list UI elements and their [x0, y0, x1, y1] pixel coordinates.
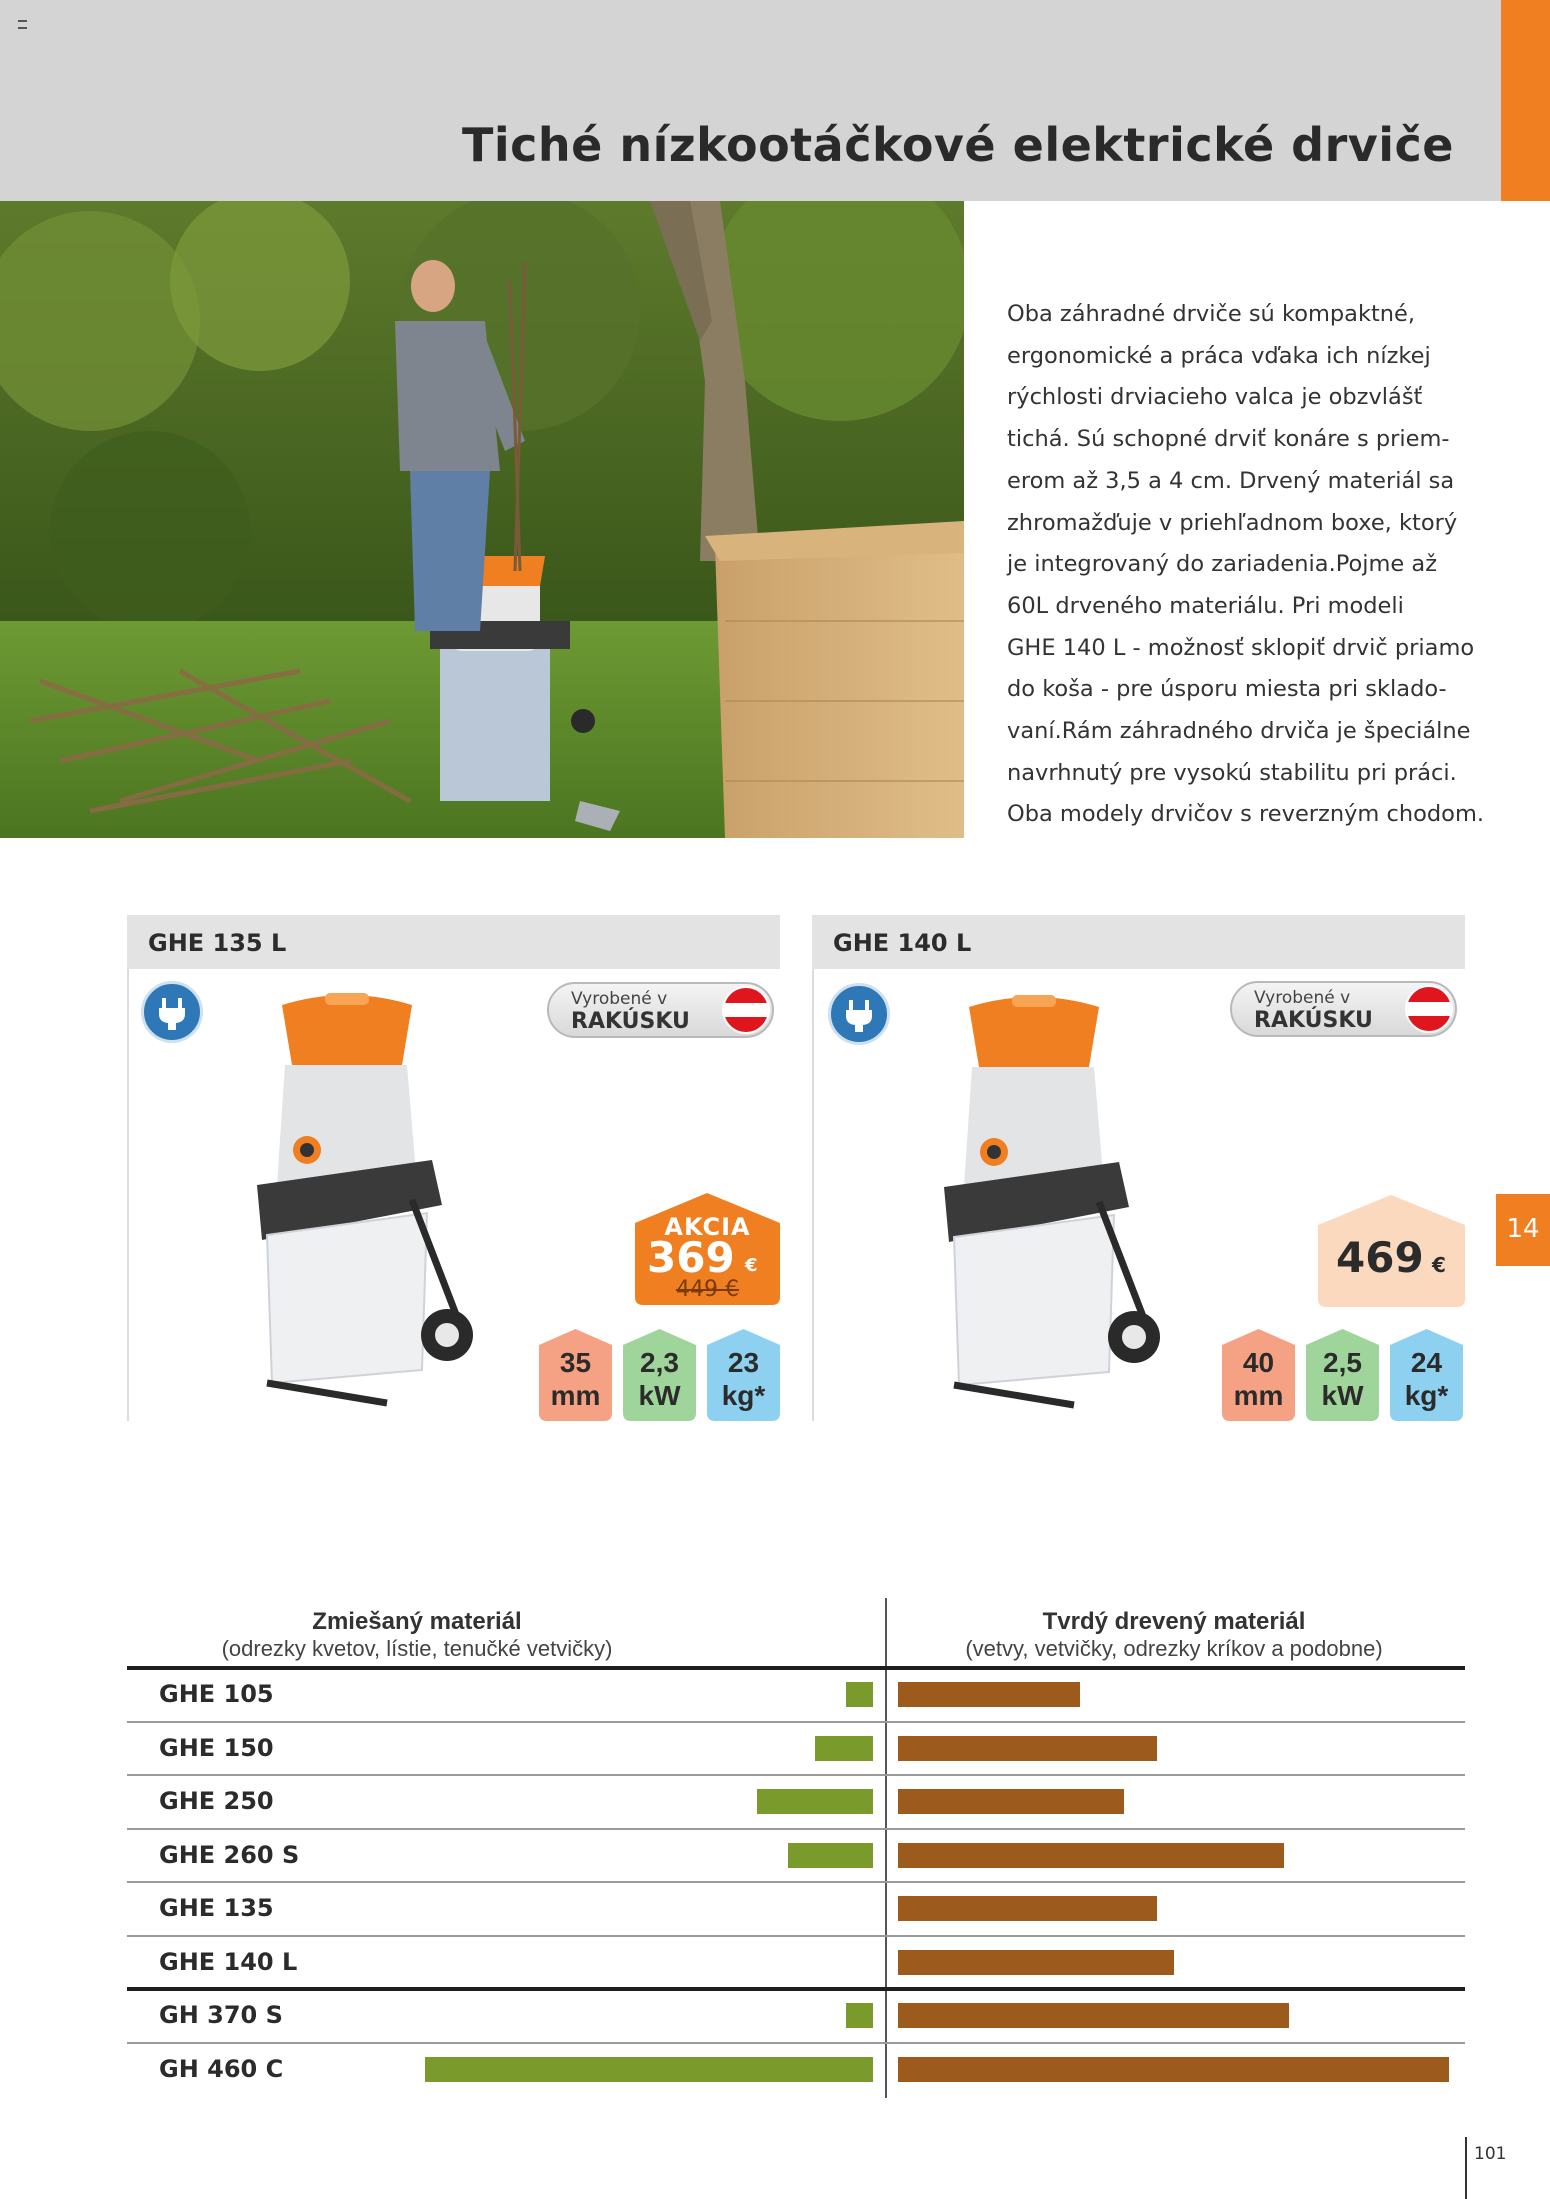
bar-hard-wood-material	[898, 1950, 1174, 1975]
badge-line2: RAKÚSKU	[1254, 1008, 1373, 1033]
bar-mixed-material	[846, 1682, 873, 1707]
electric-plug-icon	[828, 983, 890, 1045]
chapter-tab	[1496, 1194, 1550, 1266]
spec-value: 35	[559, 1347, 592, 1378]
row-label: GHE 260 S	[159, 1840, 300, 1869]
bar-mixed-material	[757, 1789, 873, 1814]
column-title: Tvrdý drevený materiál	[1042, 1608, 1306, 1635]
promo-price-tag	[635, 1193, 780, 1305]
spec-value: 24	[1410, 1347, 1443, 1378]
bar-hard-wood-material	[898, 1896, 1157, 1921]
chapter-number: 14	[1506, 1214, 1540, 1244]
row-separator	[127, 1828, 1465, 1830]
row-label: GHE 135	[159, 1894, 274, 1922]
spec-value: 2,3	[640, 1347, 679, 1378]
panel-divider	[812, 969, 814, 1421]
spec-value: 2,5	[1323, 1347, 1362, 1378]
row-separator	[127, 1881, 1465, 1883]
page-number: 101	[1474, 2144, 1507, 2164]
electric-plug-icon	[141, 981, 203, 1043]
row-separator	[127, 1774, 1465, 1776]
promo-price: 369	[647, 1233, 735, 1282]
badge-line1: Vyrobené v	[1254, 988, 1351, 1008]
column-title: Zmiešaný materiál	[312, 1608, 522, 1635]
garden-photo	[0, 201, 964, 838]
intro-line: je integrovaný do zariadenia.Pojme až	[1007, 551, 1438, 578]
bar-hard-wood-material	[898, 1682, 1080, 1707]
intro-line: rýchlosti drviacieho valca je obzvlášť	[1007, 384, 1423, 411]
intro-line: do koša - pre úsporu miesta pri sklado-	[1007, 676, 1447, 703]
spec-diameter	[1222, 1329, 1295, 1421]
spec-power	[1306, 1329, 1379, 1421]
intro-line: vaní.Rám záhradného drviča je špeciálne	[1007, 718, 1471, 745]
badge-line2: RAKÚSKU	[571, 1009, 690, 1034]
bar-mixed-material	[846, 2003, 873, 2028]
shredder-product-image	[884, 987, 1184, 1417]
shredder-product-image	[197, 985, 497, 1415]
row-separator	[127, 1935, 1465, 1937]
chart-rows	[127, 1598, 1465, 2098]
spec-unit: mm	[550, 1380, 601, 1411]
spec-unit: kW	[1321, 1380, 1364, 1411]
spec-weight	[707, 1329, 780, 1421]
intro-line: Oba záhradné drviče sú kompaktné,	[1007, 301, 1416, 327]
row-label: GHE 105	[159, 1680, 274, 1708]
intro-line: 60L drveného materiálu. Pri modeli	[1007, 592, 1404, 619]
price-currency: €	[1432, 1253, 1446, 1277]
spec-diameter	[539, 1329, 612, 1421]
page-number-rule	[1465, 2137, 1467, 2199]
spec-unit: kW	[638, 1380, 681, 1411]
intro-text	[1007, 294, 1507, 836]
bar-hard-wood-material	[898, 1736, 1157, 1761]
bar-hard-wood-material	[898, 1789, 1124, 1814]
product-card-ghe-135-l[interactable]	[127, 915, 780, 1421]
row-separator	[127, 1721, 1465, 1723]
price-currency: €	[745, 1255, 758, 1276]
bar-mixed-material	[788, 1843, 873, 1868]
panel-divider	[127, 969, 129, 1421]
product-card-ghe-140-l[interactable]	[812, 915, 1465, 1421]
column-subtitle: (odrezky kvetov, lístie, tenučké vetvičky)	[221, 1636, 613, 1661]
intro-line: ergonomické a práca vďaka ich nízkej	[1007, 342, 1431, 369]
spec-power	[623, 1329, 696, 1421]
orange-corner-tab	[1501, 0, 1550, 201]
row-label: GHE 140 L	[159, 1947, 298, 1976]
column-subtitle: (vetvy, vetvičky, odrezky kríkov a podobne)	[965, 1636, 1383, 1661]
price: 469	[1336, 1233, 1424, 1282]
austria-flag-icon	[722, 986, 770, 1034]
intro-line: GHE 140 L - možnosť sklopiť drvič priamo	[1007, 634, 1475, 661]
spec-value: 23	[727, 1347, 760, 1378]
bar-hard-wood-material	[898, 1843, 1284, 1868]
badge-line1: Vyrobené v	[571, 989, 668, 1009]
row-label: GHE 150	[159, 1733, 274, 1762]
made-in-austria-badge	[547, 982, 774, 1038]
bar-hard-wood-material	[898, 2057, 1449, 2082]
row-label: GH 370 S	[159, 2001, 283, 2029]
intro-line: zhromažďuje v priehľadnom boxe, ktorý	[1007, 509, 1458, 536]
price-tag	[1318, 1195, 1465, 1307]
row-separator	[127, 1987, 1465, 1991]
made-in-austria-badge	[1230, 981, 1457, 1037]
comparison-chart	[127, 1598, 1465, 2098]
product-name: GHE 140 L	[833, 929, 972, 957]
spec-unit: kg*	[721, 1380, 766, 1411]
bar-hard-wood-material	[898, 2003, 1289, 2028]
bar-mixed-material	[425, 2057, 873, 2082]
intro-line: tichá. Sú schopné drviť konáre s priem-	[1007, 426, 1450, 453]
page-title: Tiché nízkootáčkové elektrické drviče	[461, 118, 1454, 172]
row-label: GH 460 C	[159, 2054, 284, 2083]
intro-line: navrhnutý pre vysokú stabilitu pri práci.	[1007, 759, 1457, 786]
row-separator	[127, 2042, 1465, 2044]
intro-line: Oba modely drvičov s reverzným chodom.	[1007, 801, 1485, 828]
spec-value: 40	[1242, 1347, 1275, 1378]
old-price: 449 €	[676, 1277, 739, 1302]
spec-unit: mm	[1233, 1380, 1284, 1411]
austria-flag-icon	[1405, 985, 1453, 1033]
row-separator	[127, 1666, 1465, 1670]
row-label: GHE 250	[159, 1787, 274, 1815]
product-name: GHE 135 L	[148, 929, 287, 957]
spec-unit: kg*	[1404, 1380, 1449, 1411]
bar-mixed-material	[815, 1736, 873, 1761]
menu-mark-icon	[18, 20, 27, 29]
intro-line: erom až 3,5 a 4 cm. Drvený materiál sa	[1007, 467, 1455, 494]
spec-weight	[1390, 1329, 1463, 1421]
promo-label: AKCIA	[664, 1213, 751, 1241]
